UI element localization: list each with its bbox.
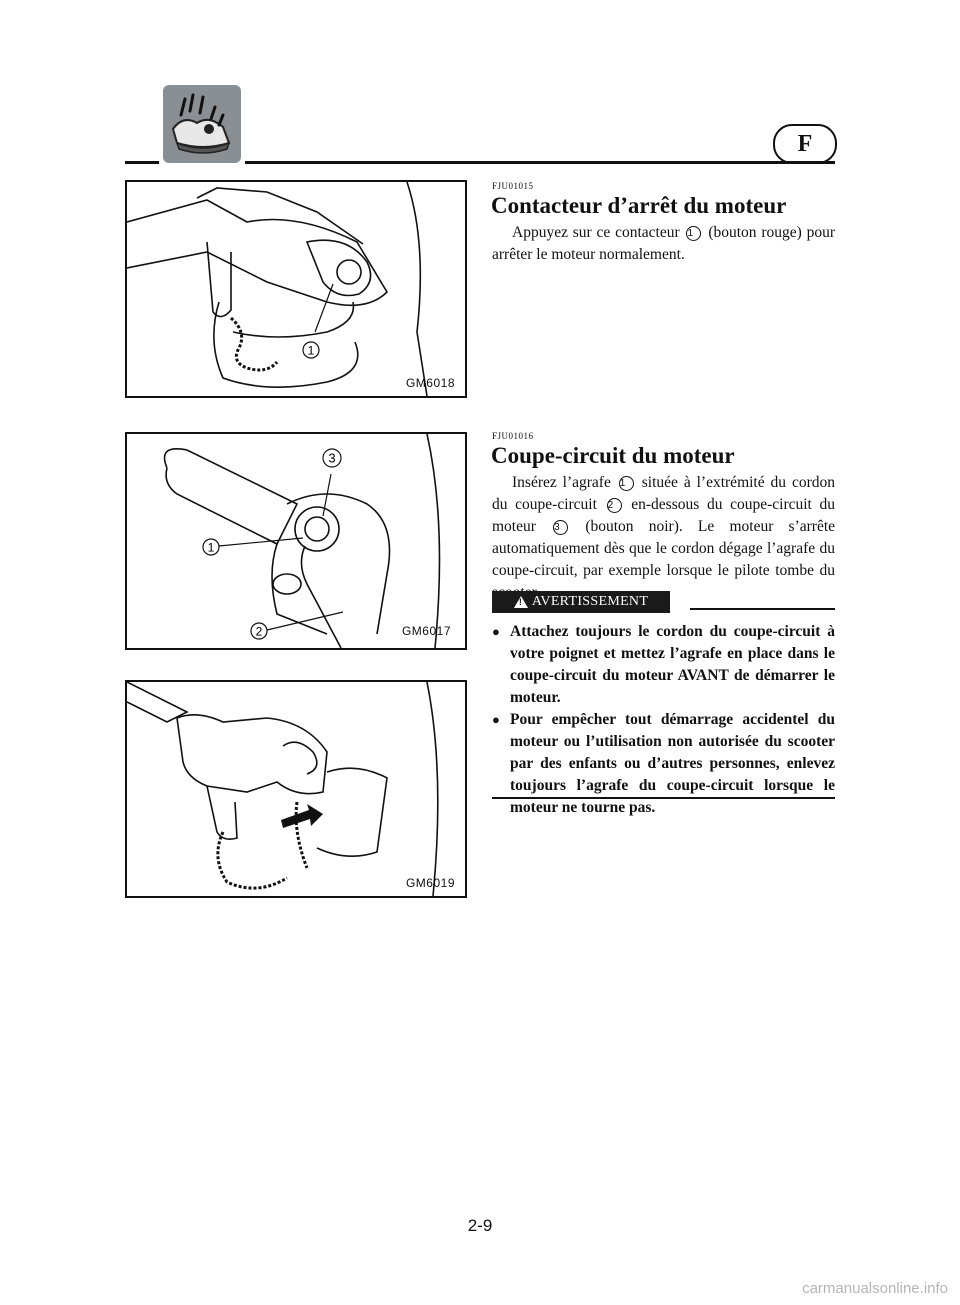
section-paragraph: Insérez l’agrafe 1 située à l’extrémité du cordon du coupe-circuit 2 en-dessous du coupe-circuit du moteur 3 (bouton noir). Le moteur s’arrête automatiquement dès que le cordon dégage l’agrafe du coupe-circuit, par exemple lorsque le pilote tombe du <box>492 474 836 579</box>
figure-code: GM6017 <box>401 624 451 638</box>
warning-triangle-icon <box>514 596 528 608</box>
svg-text:3: 3 <box>328 450 336 466</box>
warning-list <box>492 621 835 819</box>
section-code: FJU01016 <box>492 431 534 441</box>
callout-ref: 2 <box>607 498 622 513</box>
section-heading: Coupe-circuit du moteur <box>491 443 735 468</box>
header-rule-left <box>125 161 159 164</box>
figure-cut-off-switch <box>125 432 467 650</box>
section-heading: Contacteur d’arrêt du moteur <box>491 193 787 218</box>
callout-ref: 1 <box>686 226 701 241</box>
callout-ref: 3 <box>553 520 568 535</box>
section-paragraph: Appuyez sur ce contacteur 1 (bouton rouge) pour arrêter le moteur normalement. <box>492 224 836 263</box>
figure-engine-stop-switch <box>125 180 467 398</box>
header-rule-right <box>245 161 835 164</box>
section-code: FJU01015 <box>492 181 534 191</box>
callout-ref: 1 <box>619 476 634 491</box>
jet-ski-rider-icon <box>163 85 241 163</box>
warning-item: ● Pour empêcher tout démarrage accidentel du moteur ou l’utilisation non autorisée du scooter par des enfants ou d’autres personnes, enlevez toujours l’agrafe du coupe-circuit lorsque le moteur ne tourne pas. <box>492 709 835 819</box>
warning-badge <box>492 591 670 613</box>
warning-label: AVERTISSEMENT <box>531 594 649 609</box>
warning-item: ● Attachez toujours le cordon du coupe-circuit à votre poignet et mettez l’agrafe en place dans le coupe-circuit du moteur AVANT de démarrer le moteur. <box>492 621 835 709</box>
warning-top-rule <box>690 608 835 610</box>
language-badge: F <box>773 124 837 164</box>
page-number: 2-9 <box>467 1216 493 1235</box>
watermark: carmanualsonline.info <box>802 1280 948 1297</box>
svg-text:1: 1 <box>207 540 215 555</box>
warning-bottom-rule <box>492 797 835 799</box>
figure-code: GM6019 <box>405 876 455 890</box>
figure-code: GM6018 <box>405 376 455 390</box>
figure-attach-lanyard <box>125 680 467 898</box>
svg-text:2: 2 <box>255 624 263 639</box>
callout-label: 1 <box>307 343 315 358</box>
